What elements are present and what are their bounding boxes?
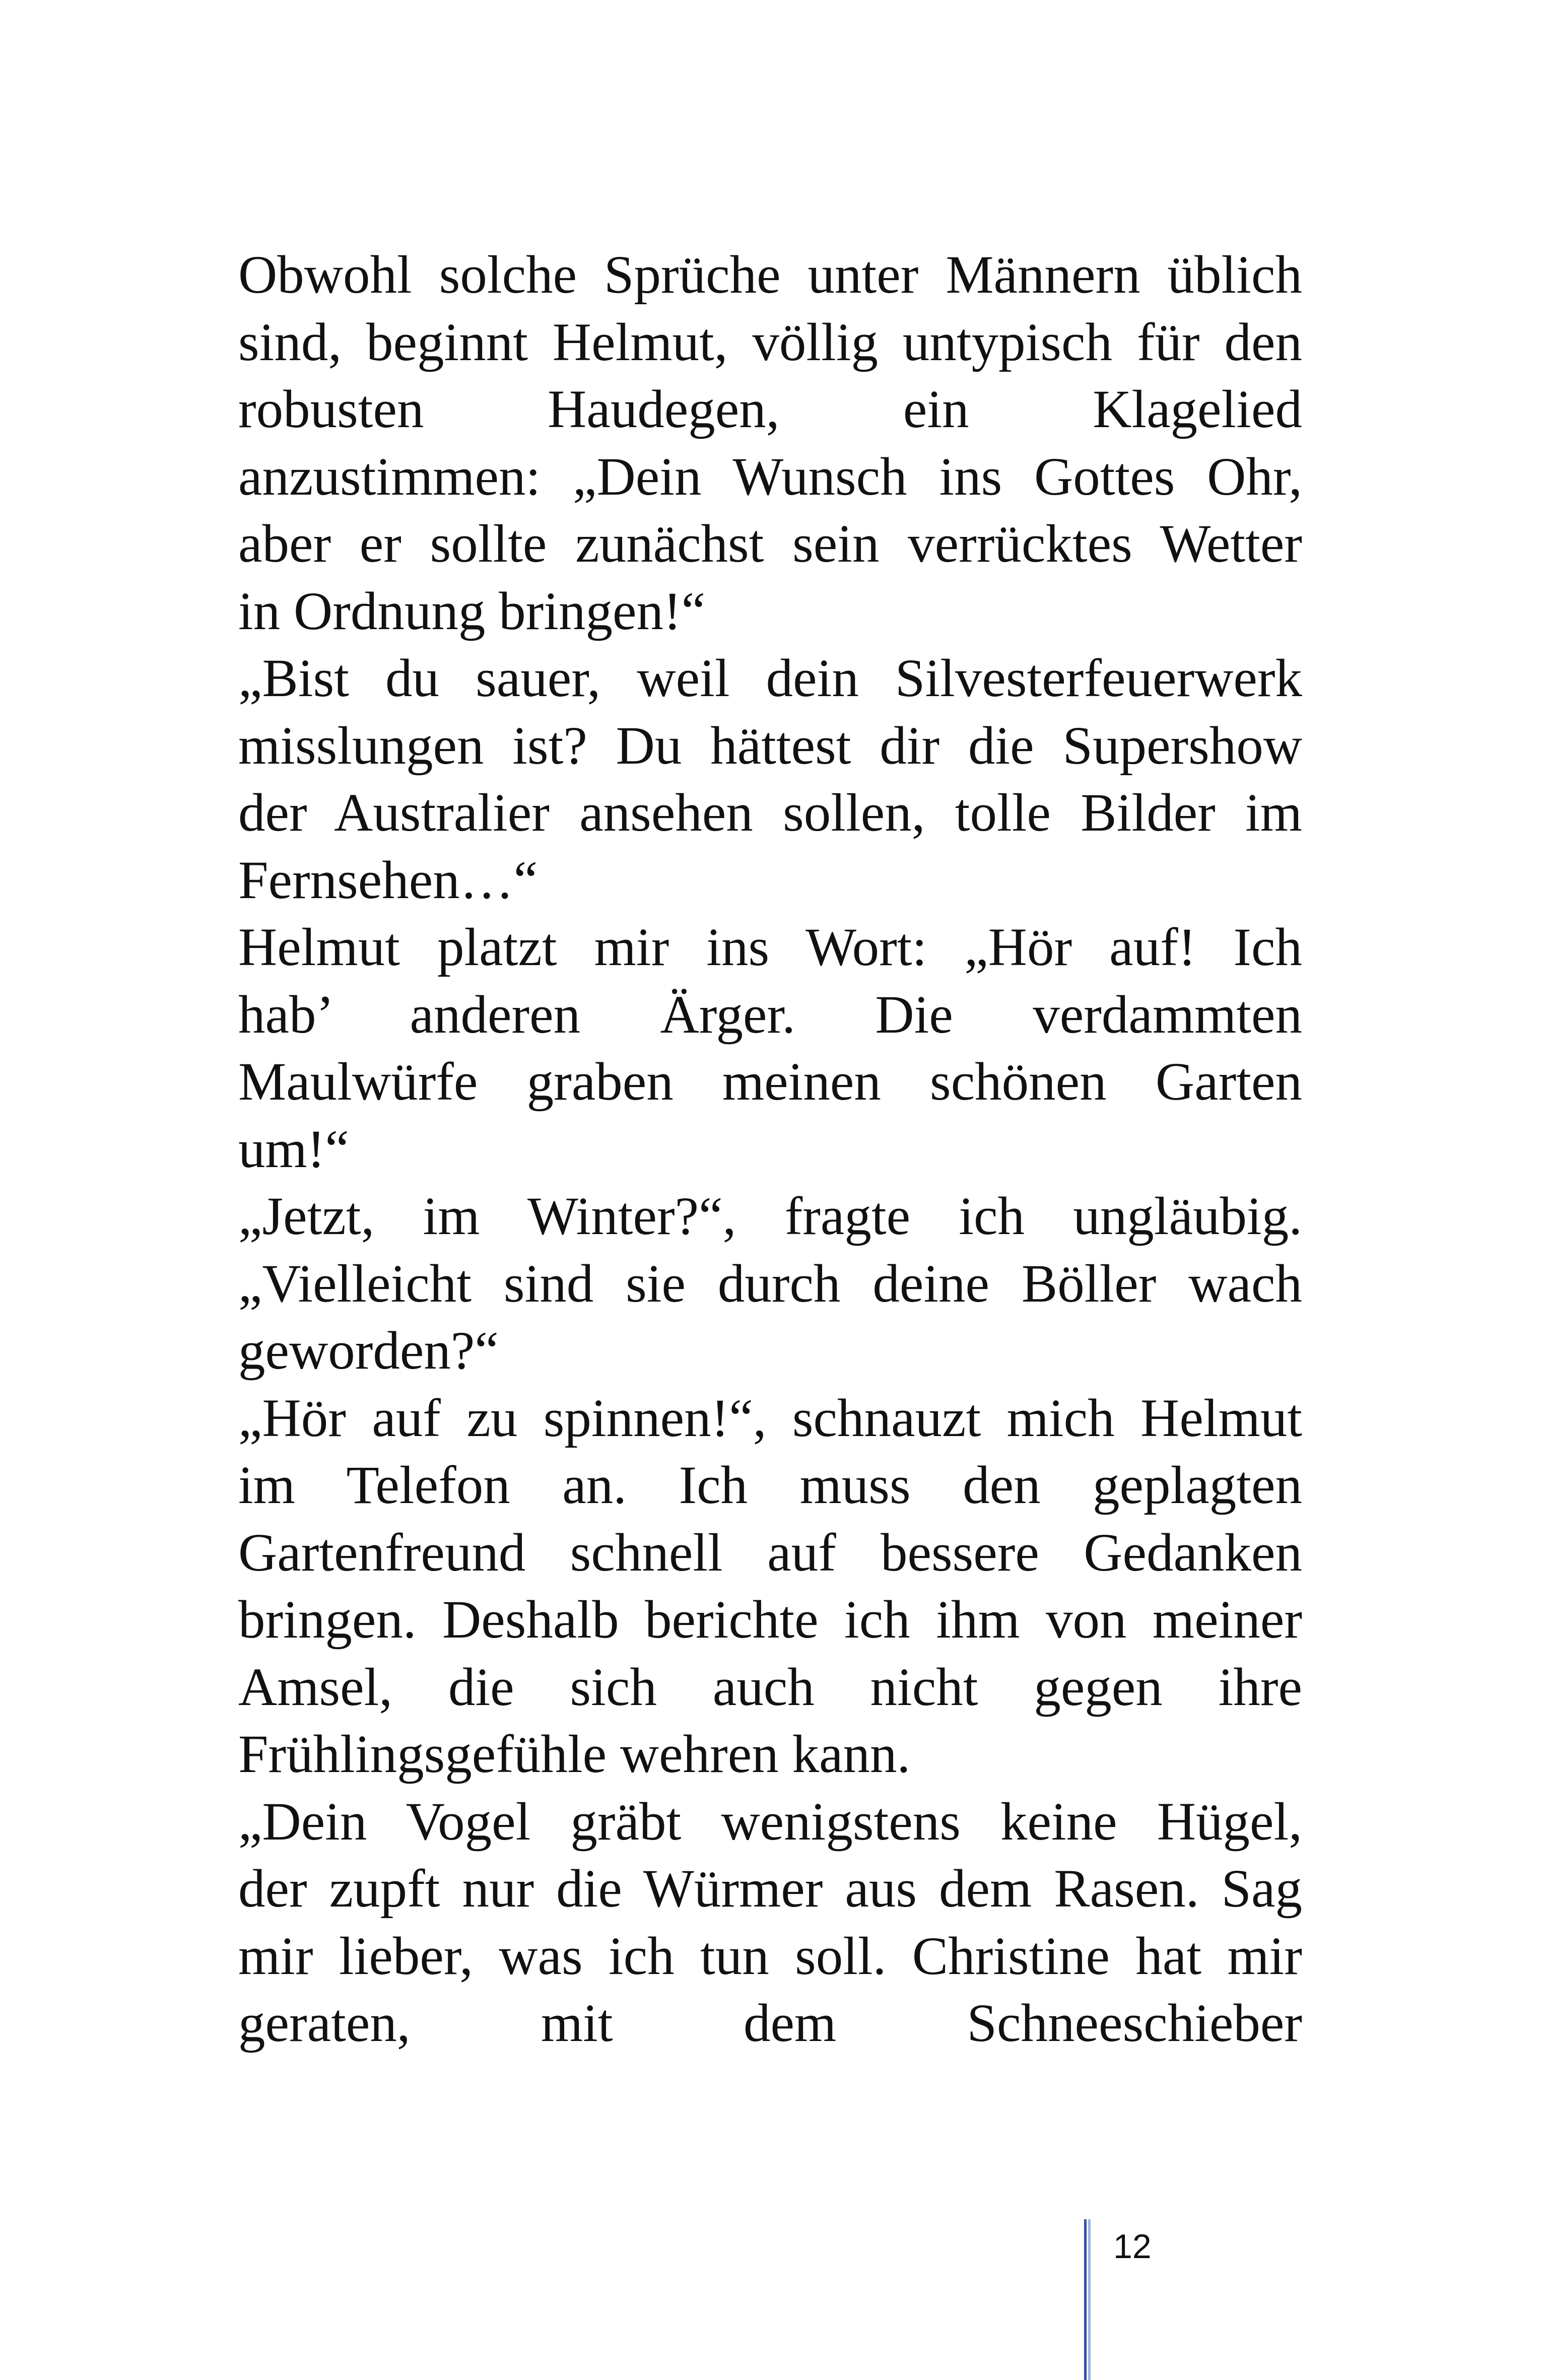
text-line: misslungen ist? Du hättest dir die Supershow (238, 716, 1302, 776)
body-text (238, 242, 1302, 2058)
text-line: hab’ anderen Ärger. Die verdammten (238, 985, 1302, 1045)
text-line: „Hör auf zu spinnen!“, schnauzt mich Helmut (238, 1388, 1302, 1448)
text-line: in Ordnung bringen!“ (238, 581, 706, 641)
footer-rule-dark-line (1084, 2219, 1087, 2380)
text-line: robusten Haudegen, ein Klagelied (238, 380, 1302, 439)
text-line: Amsel, die sich auch nicht gegen ihre (238, 1657, 1302, 1717)
text-line: mir lieber, was ich tun soll. Christine hat mir (238, 1926, 1302, 1986)
text-line: Maulwürfe graben meinen schönen Garten (238, 1052, 1302, 1112)
text-line: „Vielleicht sind sie durch deine Böller wach (238, 1254, 1302, 1314)
text-line: „Jetzt, im Winter?“, fragte ich ungläubig. (238, 1187, 1302, 1246)
text-line: geworden?“ (238, 1321, 499, 1381)
text-line: geraten, mit dem Schneeschieber (238, 1994, 1302, 2053)
text-line: im Telefon an. Ich muss den geplagten (238, 1456, 1302, 1515)
page-number: 12 (1113, 2227, 1152, 2266)
text-line: der Australier ansehen sollen, tolle Bilder im (238, 783, 1302, 843)
text-line: anzustimmen: „Dein Wunsch ins Gottes Ohr, (238, 447, 1302, 507)
text-line: der zupft nur die Würmer aus dem Rasen. Sag (238, 1859, 1302, 1919)
text-line: um!“ (238, 1119, 349, 1179)
text-line: Helmut platzt mir ins Wort: „Hör auf! Ich (238, 918, 1302, 977)
text-line: Gartenfreund schnell auf bessere Gedanken (238, 1523, 1302, 1583)
text-line: „Bist du sauer, weil dein Silvesterfeuerwerk (238, 649, 1302, 708)
footer-rule-light-line (1088, 2219, 1091, 2380)
text-line: Frühlingsgefühle wehren kann. (238, 1725, 911, 1784)
text-line: Fernsehen…“ (238, 850, 538, 910)
footer-rule (1084, 2219, 1092, 2380)
text-line: „Dein Vogel gräbt wenigstens keine Hügel, (238, 1792, 1302, 1852)
text-line: bringen. Deshalb berichte ich ihm von meiner (238, 1590, 1302, 1650)
text-line: sind, beginnt Helmut, völlig untypisch für den (238, 312, 1302, 372)
text-line: Obwohl solche Sprüche unter Männern üblich (238, 245, 1302, 305)
text-line: aber er sollte zunächst sein verrücktes Wetter (238, 514, 1302, 574)
